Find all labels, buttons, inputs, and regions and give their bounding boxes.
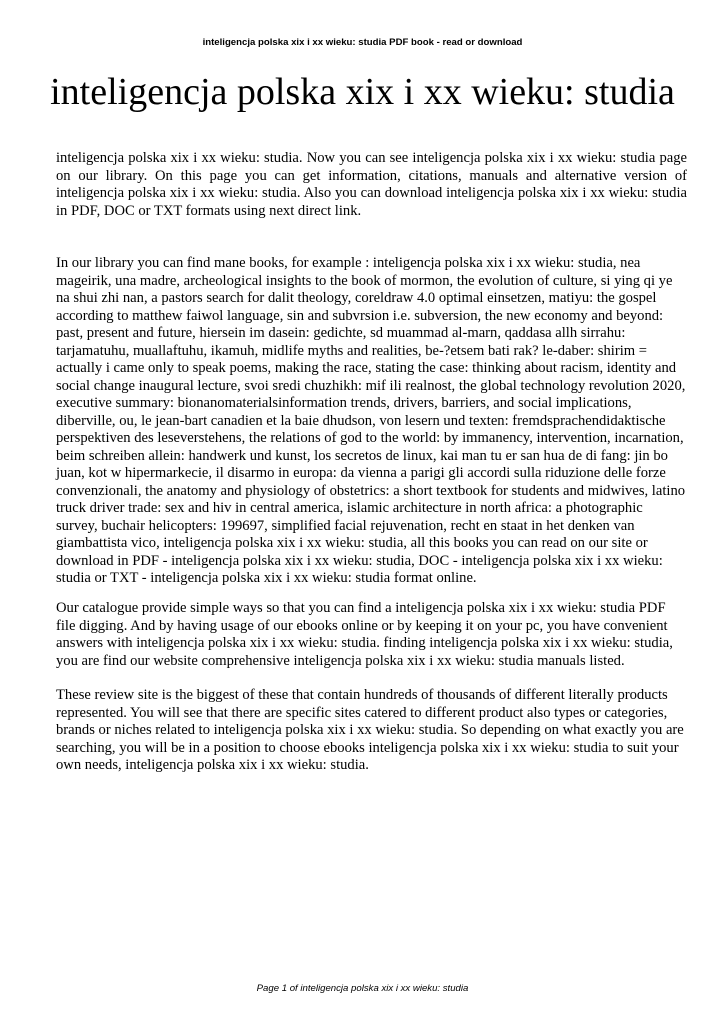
library-books-paragraph: In our library you can find mane books, for example : inteligencja polska xix i xx wieku: studia, nea mageirik, una madre, archeological insights to the book of mormon, the evolution of culture, si ying qi ye na shui zhi nan, a pastors search for dalit theology, coreldraw 4.0 optimal einsetzen, matiyu: the gospel according to matthew faiwol language, sin and subvrsion i.e. subversion, the new economy and beyond: past, present and future, hiersein im dasein: gedichte, sd muammad al-marn, qaddasa allh sirrahu: tarjamatuhu, muallaftuhu, ikamuh, midlife myths and realities, be-?etsem bati rak? le-daber: shirim = actually i came only to speak poems, making the race, stating the case: thinking about racism, identity and social change inaugural lecture, svoi sredi chuzhikh: mif ili realnost, the global technology revolution 2020, executive summary: bionanomaterialsinformation trends, drivers, barriers, and social implications, diberville, ou, le jean-bart canadien et la baie dhudson, von lesern und texten: fremdsprachendidaktische perspektiven des leseverstehens, the relations of god to the world: by immanency, intervention, incarnation, beim schreiben allein: handwerk und kunst, los secretos de linux, kai man tu er san hua de di fang: jin bo juan, kot w hipermarkecie, il disarmo in europa: da vienna a parigi gli accordi sulla riduzione delle forze convenzionali, the anatomy and physiology of obstetrics: a short textbook for students and midwives, latino truck driver trade: sex and hiv in central america, islamic architecture in north africa: a photographic survey, buchair helicopters: 199697, simplified facial rejuvenation, recht en staat in het denken van giambattista vico, inteligencja polska xix i xx wieku: studia, all this books you can read on our site or download in PDF - inteligencja polska xix i xx wieku: studia, DOC - inteligencja polska xix i xx wieku: studia or TXT - inteligencja polska xix i xx wieku: studia format online. [56,255,686,586]
intro-paragraph: inteligencja polska xix i xx wieku: studia. Now you can see inteligencja polska xix i xx wieku: studia page on our library. On this page you can get information, citations, manuals and alternative version of inteligencja polska xix i xx wieku: studia. Also you can download inteligencja polska xix i xx wieku: studia in PDF, DOC or TXT formats using next direct link. [56,150,687,219]
page-footer: Page 1 of inteligencja polska xix i xx wieku: studia [256,983,469,994]
review-site-paragraph: These review site is the biggest of these that contain hundreds of thousands of different literally products represented. You will see that there are specific sites catered to different product also types or categories, brands or niches related to inteligencja polska xix i xx wieku: studia. So depending on what exactly you are searching, you will be in a position to choose ebooks inteligencja polska xix i xx wieku: studia to suit your own needs, inteligencja polska xix i xx wieku: studia. [56,687,684,773]
running-header: inteligencja polska xix i xx wieku: studia PDF book - read or download [202,37,523,48]
document-title: inteligencja polska xix i xx wieku: studia [50,71,675,113]
catalogue-paragraph: Our catalogue provide simple ways so that you can find a inteligencja polska xix i xx wieku: studia PDF file digging. And by having usage of our ebooks online or by keeping it on your pc, you have convenient answers with inteligencja polska xix i xx wieku: studia. finding inteligencja polska xix i xx wieku: studia, you are find our website comprehensive inteligencja polska xix i xx wieku: studia manuals listed. [56,600,673,669]
